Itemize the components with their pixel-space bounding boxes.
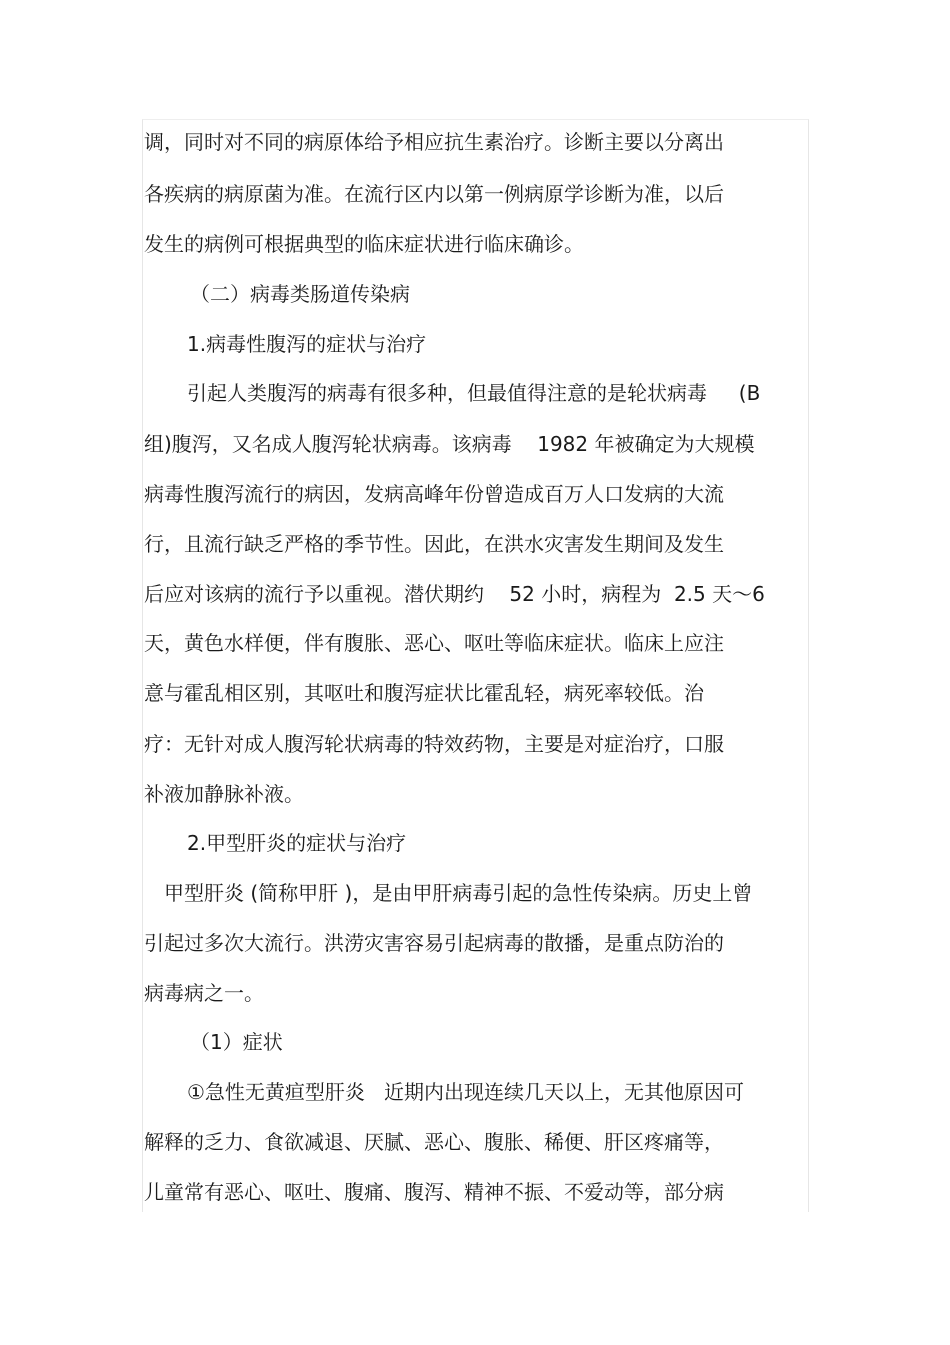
body-text-line: 调，同时对不同的病原体给予相应抗生素治疗。诊断主要以分离出: [144, 130, 724, 154]
body-text-line: 天，黄色水样便，伴有腹胀、恶心、呕吐等临床症状。临床上应注: [144, 631, 724, 655]
subsection-heading: 1.病毒性腹泻的症状与治疗: [187, 332, 427, 356]
body-text-line: 补液加静脉补液。: [144, 782, 304, 806]
subsection-heading: （1）症状: [190, 1030, 283, 1054]
body-text-line: 疗：无针对成人腹泻轮状病毒的特效药物，主要是对症治疗，口服: [144, 732, 724, 756]
body-text-line: 组)腹泻，又名成人腹泻轮状病毒。该病毒 1982 年被确定为大规模: [144, 432, 755, 456]
body-text-line: 病毒病之一。: [144, 981, 264, 1005]
body-text-line: 病毒性腹泻流行的病因，发病高峰年份曾造成百万人口发病的大流: [144, 482, 724, 506]
body-text-line: 各疾病的病原菌为准。在流行区内以第一例病原学诊断为准，以后: [144, 182, 724, 206]
body-text-line: 引起人类腹泻的病毒有很多种，但最值得注意的是轮状病毒 (B: [187, 381, 761, 405]
body-text-line: 后应对该病的流行予以重视。潜伏期约 52 小时，病程为 2.5 天～6: [144, 582, 765, 606]
body-text-line: 解释的乏力、食欲减退、厌腻、恶心、腹胀、稀便、肝区疼痛等，: [144, 1130, 724, 1154]
body-text-line: 引起过多次大流行。洪涝灾害容易引起病毒的散播，是重点防治的: [144, 931, 724, 955]
body-text-line: ①急性无黄疸型肝炎 近期内出现连续几天以上，无其他原因可: [187, 1080, 745, 1104]
section-heading: （二）病毒类肠道传染病: [190, 282, 410, 306]
body-text-line: 发生的病例可根据典型的临床症状进行临床确诊。: [144, 232, 584, 256]
body-text-line: 儿童常有恶心、呕吐、腹痛、腹泻、精神不振、不爱动等，部分病: [144, 1180, 724, 1204]
body-text-line: 甲型肝炎 (简称甲肝 )，是由甲肝病毒引起的急性传染病。历史上曾: [164, 881, 753, 905]
body-text-line: 意与霍乱相区别，其呕吐和腹泻症状比霍乱轻，病死率较低。治: [144, 681, 704, 705]
body-text-line: 行，且流行缺乏严格的季节性。因此，在洪水灾害发生期间及发生: [144, 532, 724, 556]
subsection-heading: 2.甲型肝炎的症状与治疗: [187, 831, 407, 855]
